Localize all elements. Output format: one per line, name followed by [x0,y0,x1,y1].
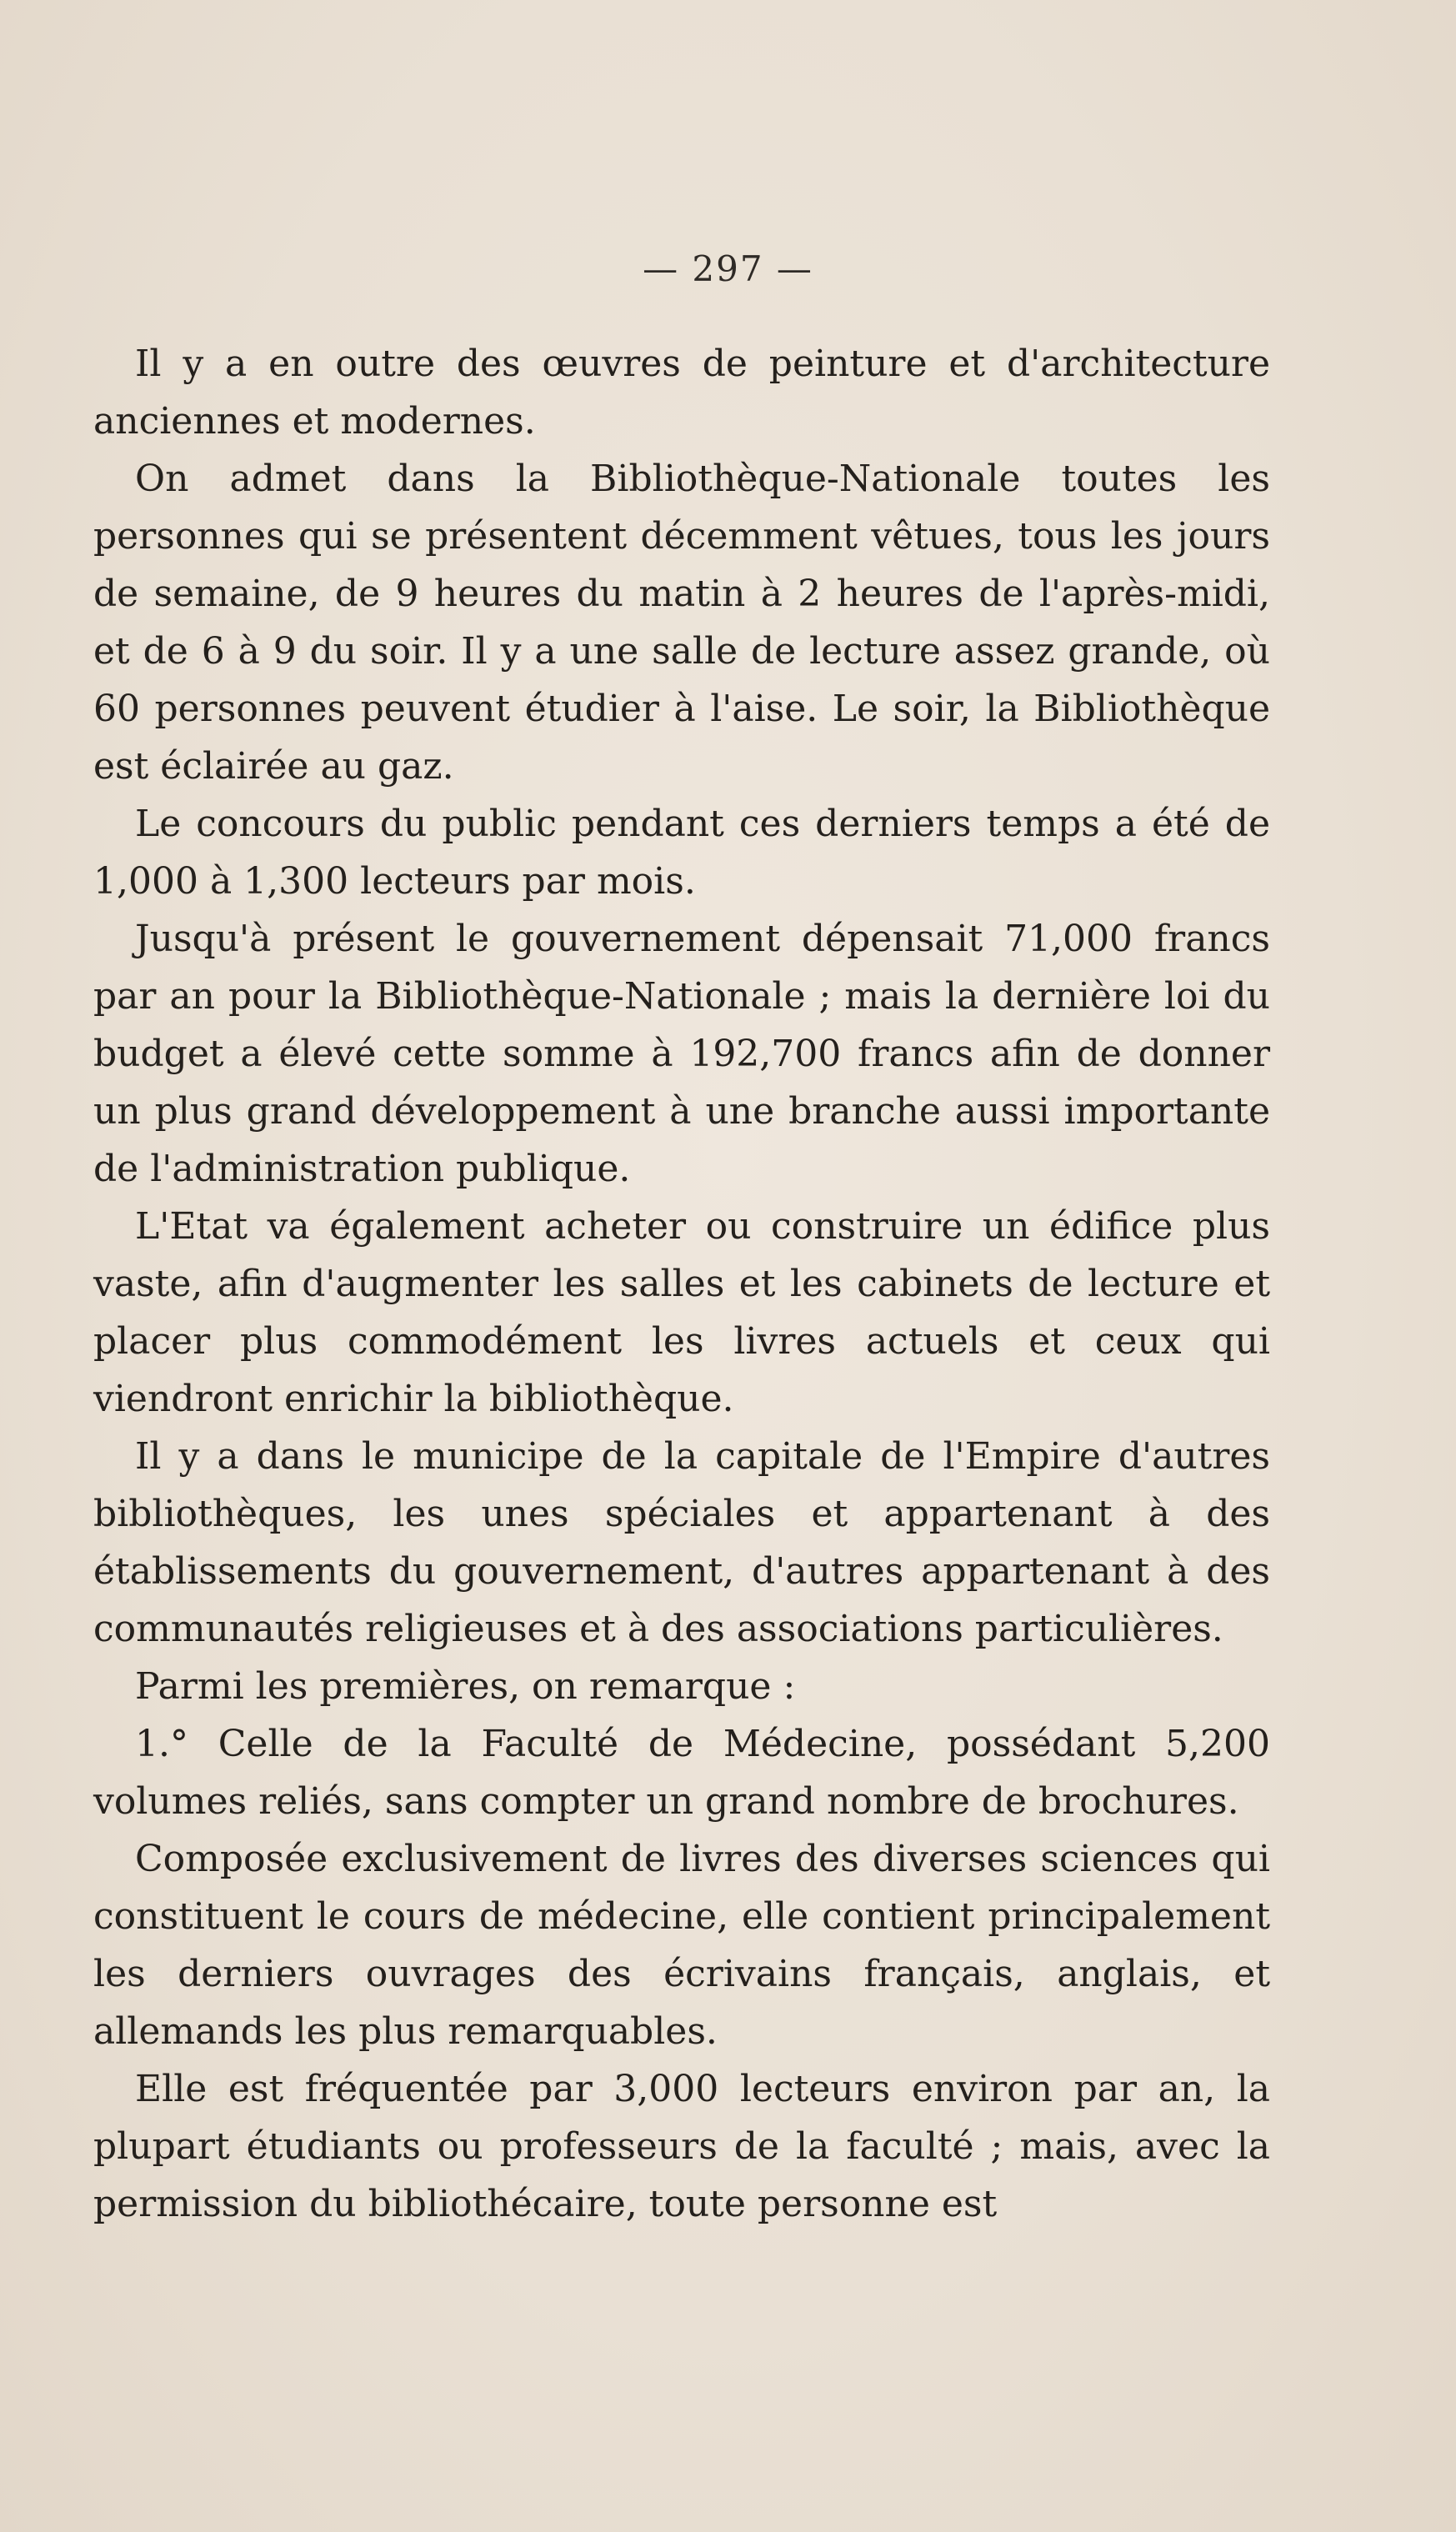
paragraph-medicine-faculty: 1.° Celle de la Faculté de Médecine, possédant 5,200 volumes reliés, sans compter un grand nombre de brochures. [93,1723,1270,1823]
paragraph-among-first: Parmi les premières, on remarque : [135,1665,796,1708]
paragraph-budget: Jusqu'à présent le gouvernement dépensait 71,000 francs par an pour la Bibliothèque-Nationale ; mais la dernière loi du budget a élevé cette somme à 192,700 francs afin de donner un plus grand développement à une branche aussi importante de l'administration publique. [93,918,1270,1190]
page-number: — 297 — [643,248,813,289]
paragraph-public-attendance: Le concours du public pendant ces derniers temps a été de 1,000 à 1,300 lecteurs par mois. [93,803,1270,903]
body-text [93,335,1270,2233]
paragraph-other-libraries: Il y a dans le municipe de la capitale de l'Empire d'autres bibliothèques, les unes spéciales et appartenant à des établissements du gouvernement, d'autres appartenant à des communautés religieuses et à des associations particulières. [93,1435,1270,1650]
paragraph-composition: Composée exclusivement de livres des diverses sciences qui constituent le cours de médecine, elle contient principalement les derniers ouvrages des écrivains français, anglais, et allemands les plus remarquables. [93,1838,1270,2053]
paragraph-artworks: Il y a en outre des œuvres de peinture et d'architecture anciennes et modernes. [93,343,1270,443]
paragraph-admission-hours: On admet dans la Bibliothèque-Nationale toutes les personnes qui se présentent décemment vêtues, tous les jours de semaine, de 9 heures du matin à 2 heures de l'après-midi, et de 6 à 9 du soir. Il y a une salle de lecture assez grande, où 60 personnes peuvent étudier à l'aise. Le soir, la Bibliothèque est éclairée au gaz. [93,458,1270,788]
paragraph-readers: Elle est fréquentée par 3,000 lecteurs environ par an, la plupart étudiants ou professeurs de la faculté ; mais, avec la permission du bibliothécaire, toute personne est [93,2068,1270,2225]
paragraph-new-building: L'Etat va également acheter ou construire un édifice plus vaste, afin d'augmenter les salles et les cabinets de lecture et placer plus commodément les livres actuels et ceux qui viendront enrichir la bibliothèque. [93,1205,1270,1420]
